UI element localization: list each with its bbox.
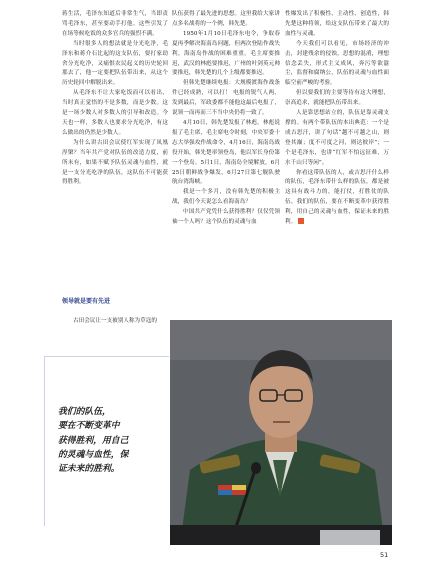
- paragraph: 蒋生活，毛泽东知道后非常生气，当即责骂毛泽东，甚至要动手打他。这些引发了在场等候吃饭的众多官兵的强烈不满。: [62, 11, 168, 37]
- section-heading: 领导就是要有先进: [62, 298, 111, 305]
- text-column-2: [172, 10, 280, 228]
- paragraph: 古田会议让一支被别人称为草寇的: [73, 318, 157, 324]
- paragraph: 我是一个多月，没有韩先楚的积极主战，我们今天说怎么看海南岛？: [172, 189, 280, 206]
- paragraph: 1950年1月10日毛泽东电令，争取春夏再季解决海南岛问题，但两次登陆作战失利，海南岛作战的困难重重。毛主席要推迟，武汉的林彪要推迟，广州的叶剑英元帅要推迟，韩先楚的几个上级都要推迟。: [172, 30, 280, 77]
- paragraph: 从毛泽东不让大家吃饭而可以看出，当时真正觉悟的不是多数，而是少数。这是一场少数人对多数人的引导和改造。今天也一样，多数人也要求分光吃净，有这么做出的仍然是少数人。: [62, 90, 168, 136]
- paragraph: 性爆发出了积极性、主动性、创造性，韩先楚这种将领，给这支队伍带来了最大的血性与灵魂。: [285, 11, 389, 37]
- pull-quote-line: 的灵魂与血性，保: [58, 449, 129, 460]
- pull-quote-line: 获得胜利，用自己: [58, 435, 129, 446]
- paragraph: 今天我们可以看见，市场经济的冲击，封建残余的侵蚀，思想的混淆，理想信念丢失，形式主义成风，奔污等欲嚣尘，监督和腐纳公，队伍的灵魂与血性面临空前严峻的考验。: [285, 40, 389, 87]
- pull-quote: [58, 405, 154, 476]
- paragraph: 但韩先楚继续电报：大规模渡海作战条件已经成熟，可以打！ 电报的锐气人两，发到最后，军政委都不能他这最后电报了，说领一而再而三不当中央仍将一致了。: [172, 80, 280, 117]
- speaker-illustration: [170, 320, 392, 545]
- paragraph: 当时很多人的想法就是分光吃净，毛泽东和蒋介石比起的这支队伍，要打家劫舍分光吃净，又痛恨农民起义的历史轮回那去了，他一定要把队伍带出来，从这个历史轮回中解脱出来。: [62, 40, 168, 87]
- paragraph: 队伍获得了最先进的思想。这里我给大家讲点多名战将的一个例，韩先楚。: [172, 11, 280, 27]
- speaker-photo: [170, 320, 392, 545]
- paragraph: 中国共产党凭什么获得胜利？仅仅凭领袖一个人吗？这个队伍的灵魂与血: [172, 209, 280, 226]
- paragraph: [285, 169, 389, 228]
- paragraph: 但以要我们的主要等待有这大理想，崇高追求，就能把队伍带出来。: [285, 90, 389, 107]
- paragraph: 人是靠思想站立的，队伍是靠灵魂支撑的。有两个带队伍的本出典范：一个是成吉思汗，讲了句话“越不可越之山，则登其巅；度不可度之河，则达彼岸”；一个是毛泽东，也讲“红军不怕远征难，万水千山只等闲”。: [285, 110, 389, 166]
- final-paragraph-text: 你看这带队伍的人，或吉思汗什么样的队伍，毛泽东带什么样的队伍，都是被这具有战斗力的，能打仗，打胜仗的队伍。我们的队伍，要在不断变革中获得胜利，用自己的灵魂与血性，保证未来的胜利。: [285, 169, 389, 226]
- text-column-1: [62, 10, 168, 188]
- pull-quote-line: 要在不断变革中: [58, 421, 120, 432]
- pull-quote-line: 证未来的胜利。: [58, 464, 120, 475]
- divider: [44, 356, 169, 357]
- divider: [44, 356, 45, 526]
- end-mark-icon: [298, 218, 304, 224]
- text-column-3: [285, 10, 389, 228]
- paragraph: 为什么讲古田会议使红军实现了凤凰涅槃？当年共产党对队伍的改造力度，前所未有，如果不赋予队伍灵魂与血性，就是一支分光吃净的队伍，这队伍不可能获得胜利。: [62, 139, 168, 186]
- paragraph: 4月10日，韩先楚发报了林彪，林彪说报了毛主席，毛主席电令时刻，中央军委十志大举强攻作战命令，4月16日，海南岛战役开始，韩先楚率领登岛，他以军长身份第一个登岛。5月1日，海南岛全境解放，6月25日朝鲜战争爆发，6月27日第七舰队驶航台湾海峡。: [172, 119, 280, 186]
- page-number: 51: [380, 551, 389, 559]
- pull-quote-line: 我们的队伍，: [58, 407, 111, 417]
